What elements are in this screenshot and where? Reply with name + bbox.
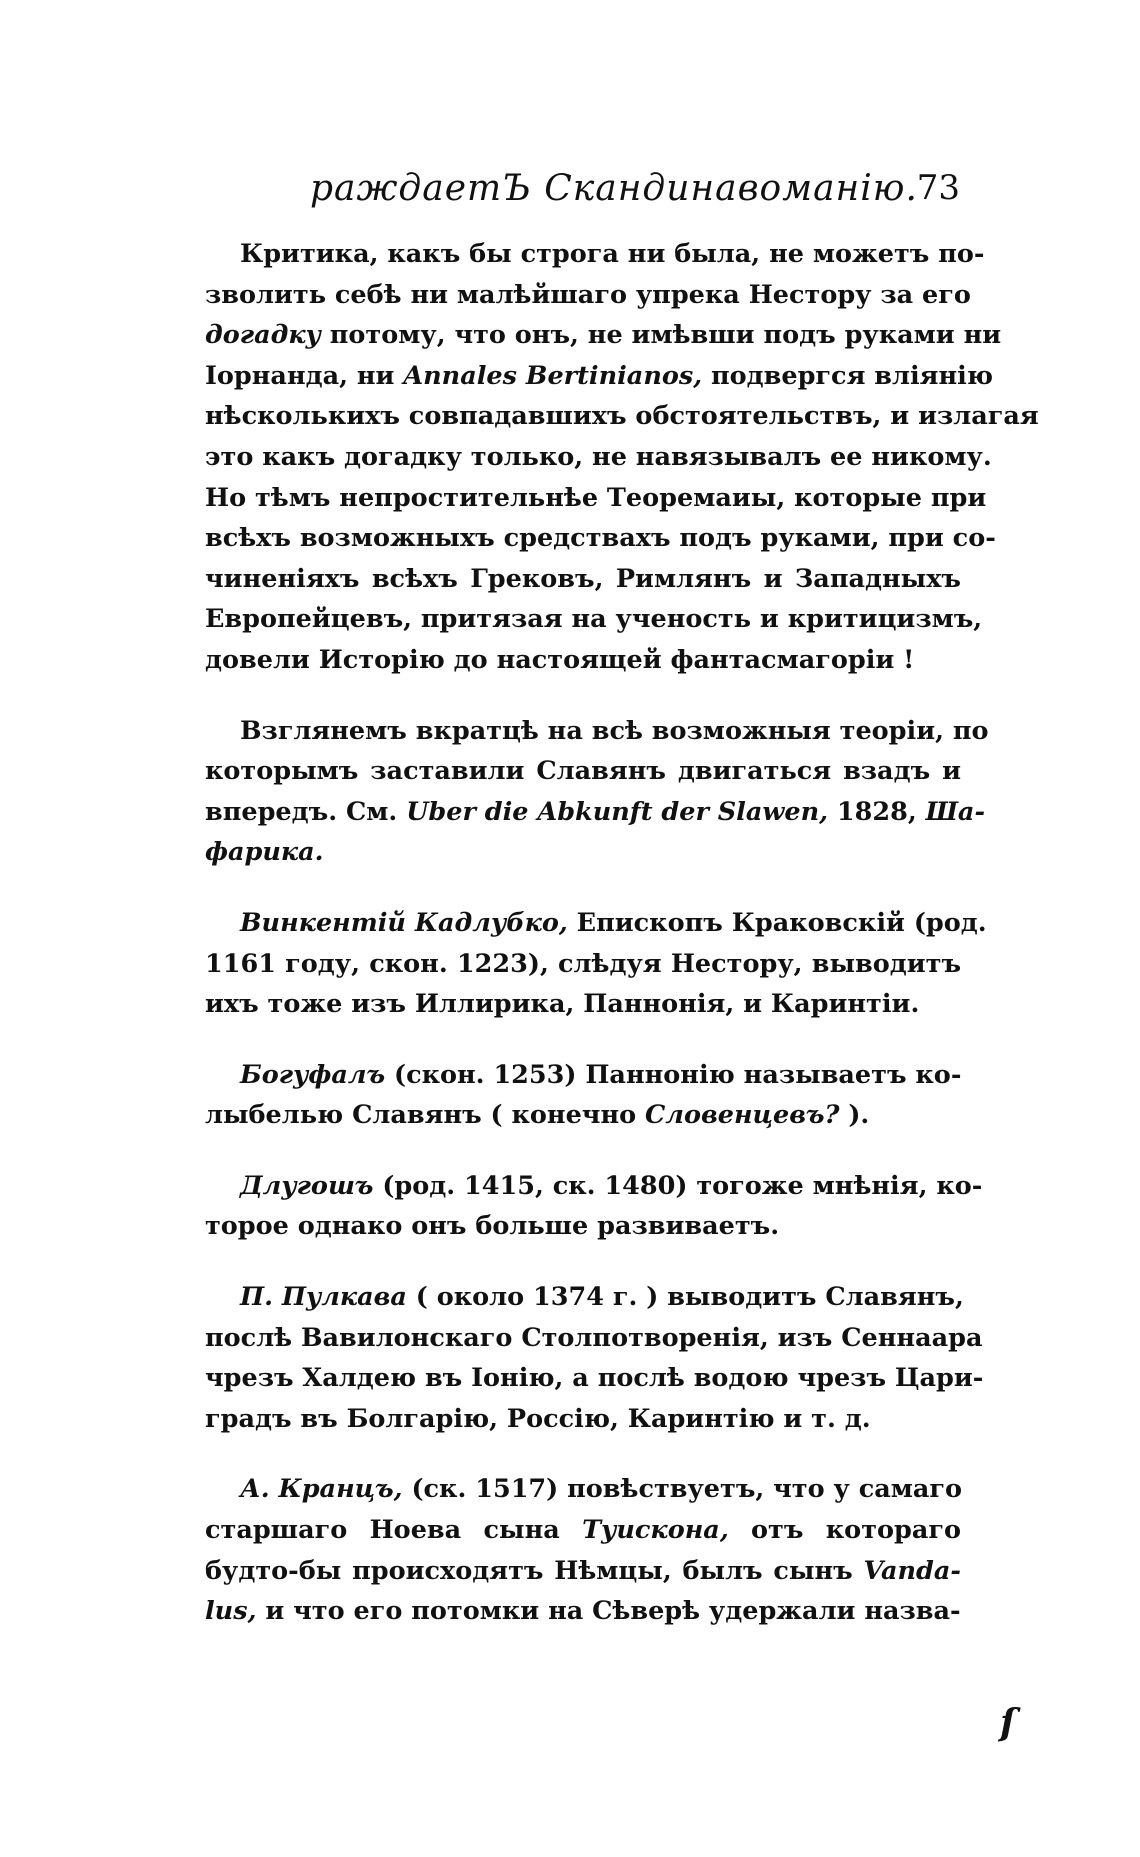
text-run: ). <box>839 1100 870 1131</box>
text-line <box>205 356 994 397</box>
text-run: это какъ догадку только, не навязывалъ ее никому. <box>205 441 992 472</box>
text-run: (ск. 1517) повѣствуетъ, что у самаго <box>402 1474 963 1505</box>
paragraph <box>205 1166 983 1247</box>
text-run: Взглянемъ вкратцѣ на всѣ возможныя теоріи, по <box>240 715 989 746</box>
text-line <box>205 518 996 559</box>
text-line <box>205 275 971 316</box>
text-run: довели Исторію до настоящей фантасмагоріи ! <box>205 644 915 675</box>
text-run: Европейцевъ, притязая на ученость и критицизмъ, <box>205 604 983 635</box>
page-body <box>205 234 1039 1662</box>
text-line <box>205 478 987 519</box>
text-run: (скон. 1253) Паннонію называетъ ко- <box>385 1059 962 1090</box>
text-run: старшаго Ноева сына <box>205 1515 583 1546</box>
text-line <box>205 1318 983 1359</box>
text-line <box>205 832 961 873</box>
paragraph <box>205 234 1039 681</box>
text-run: будто-бы происходятъ Нѣмцы, былъ сынъ <box>205 1555 864 1586</box>
text-line <box>205 315 1002 356</box>
italic-run: Словенцевъ? <box>645 1100 840 1131</box>
running-head <box>310 168 960 218</box>
paragraph <box>205 1469 961 1631</box>
italic-run: Богуфалъ <box>240 1059 386 1090</box>
italic-run: Vanda- <box>863 1555 961 1586</box>
text-run: зволить себѣ ни малѣйшаго упрека Нестору за его <box>205 279 971 310</box>
text-line <box>205 559 961 600</box>
italic-run: догадку <box>205 320 321 351</box>
paragraph <box>205 711 989 873</box>
text-line <box>205 599 983 640</box>
text-line <box>205 234 985 275</box>
text-run: 1161 году, скон. 1223), слѣдуя Нестору, выводитъ <box>205 948 961 979</box>
text-run: ( около 1374 г. ) выводитъ Славянъ, <box>406 1282 964 1313</box>
paragraph <box>205 1277 984 1439</box>
italic-run: Uber die Abkunft der Slawen, <box>406 796 828 827</box>
text-run: и что его потомки на Сѣверѣ удержали назва- <box>256 1596 961 1627</box>
text-run: впередъ. См. <box>205 796 407 827</box>
running-title: раждаетЪ Скандинавоманію. <box>310 168 918 209</box>
text-line <box>205 1591 961 1632</box>
text-line <box>205 751 961 792</box>
text-run: чрезъ Халдею въ Іонію, а послѣ водою чрезъ Цари- <box>205 1363 984 1394</box>
text-line <box>205 437 992 478</box>
italic-run: А. Кранцъ, <box>240 1474 403 1505</box>
italic-run: П. Пулкава <box>240 1282 407 1313</box>
text-run: чиненіяхъ всѣхъ Грековъ, Римлянъ и Западныхъ <box>205 563 961 594</box>
text-run: Но тѣмъ непростительнѣе Теоремаиы, которые при <box>205 482 987 513</box>
text-line <box>205 1469 961 1510</box>
text-line <box>205 792 986 833</box>
text-run: всѣхъ возможныхъ средствахъ подъ руками, при со- <box>205 523 996 554</box>
text-line <box>205 944 961 985</box>
italic-run: Annales Bertinianos, <box>403 360 703 391</box>
italic-run: Туискона, <box>582 1515 729 1546</box>
italic-run: lus, <box>205 1596 257 1627</box>
text-run: Епископъ Краковскій (род. <box>567 907 987 938</box>
text-line <box>205 711 989 752</box>
text-run: ихъ тоже изъ Иллирика, Паннонія, и Каринтіи. <box>205 989 920 1020</box>
text-line <box>205 1510 961 1551</box>
italic-run: фарика. <box>205 837 324 868</box>
text-run: Іорнанда, ни <box>205 360 404 391</box>
text-run: градъ въ Болгарію, Россію, Каринтію и т. д. <box>205 1403 871 1434</box>
text-run: подвергся вліянію <box>702 360 994 391</box>
italic-run: Ша- <box>925 796 986 827</box>
text-line <box>205 1358 984 1399</box>
text-line <box>205 1399 961 1440</box>
text-run: 1828, <box>827 796 926 827</box>
italic-run: Винкентій Кадлубко, <box>240 907 568 938</box>
text-line <box>205 396 1039 437</box>
text-line <box>205 903 987 944</box>
text-line <box>205 1095 961 1136</box>
paragraph <box>205 1055 961 1136</box>
text-line <box>205 1206 961 1247</box>
text-line <box>205 640 961 681</box>
text-line <box>205 1277 964 1318</box>
italic-run: Длугошъ <box>240 1170 374 1201</box>
text-run: послѣ Вавилонскаго Столпотворенія, изъ Сеннаара <box>205 1322 983 1353</box>
page-number: 73 <box>916 168 960 208</box>
text-line <box>205 984 961 1025</box>
footer-mark: ſ <box>1000 1702 1016 1744</box>
text-run: торое однако онъ больше развиваетъ. <box>205 1211 780 1242</box>
text-line <box>205 1055 961 1096</box>
text-run: отъ котораго <box>728 1515 961 1546</box>
paragraph <box>205 903 987 1025</box>
text-line <box>205 1551 961 1592</box>
text-run: (род. 1415, ск. 1480) тогоже мнѣнія, ко- <box>373 1170 983 1201</box>
text-run: потому, что онъ, не имѣвши подъ руками ни <box>320 320 1002 351</box>
text-run: лыбелью Славянъ ( конечно <box>205 1100 646 1131</box>
text-run: нѣсколькихъ совпадавшихъ обстоятельствъ, и излагая <box>205 401 1039 432</box>
text-run: Критика, какъ бы строга ни была, не можетъ по- <box>240 239 985 269</box>
text-line <box>205 1166 983 1207</box>
text-run: которымъ заставили Славянъ двигаться взадъ и <box>205 756 961 787</box>
